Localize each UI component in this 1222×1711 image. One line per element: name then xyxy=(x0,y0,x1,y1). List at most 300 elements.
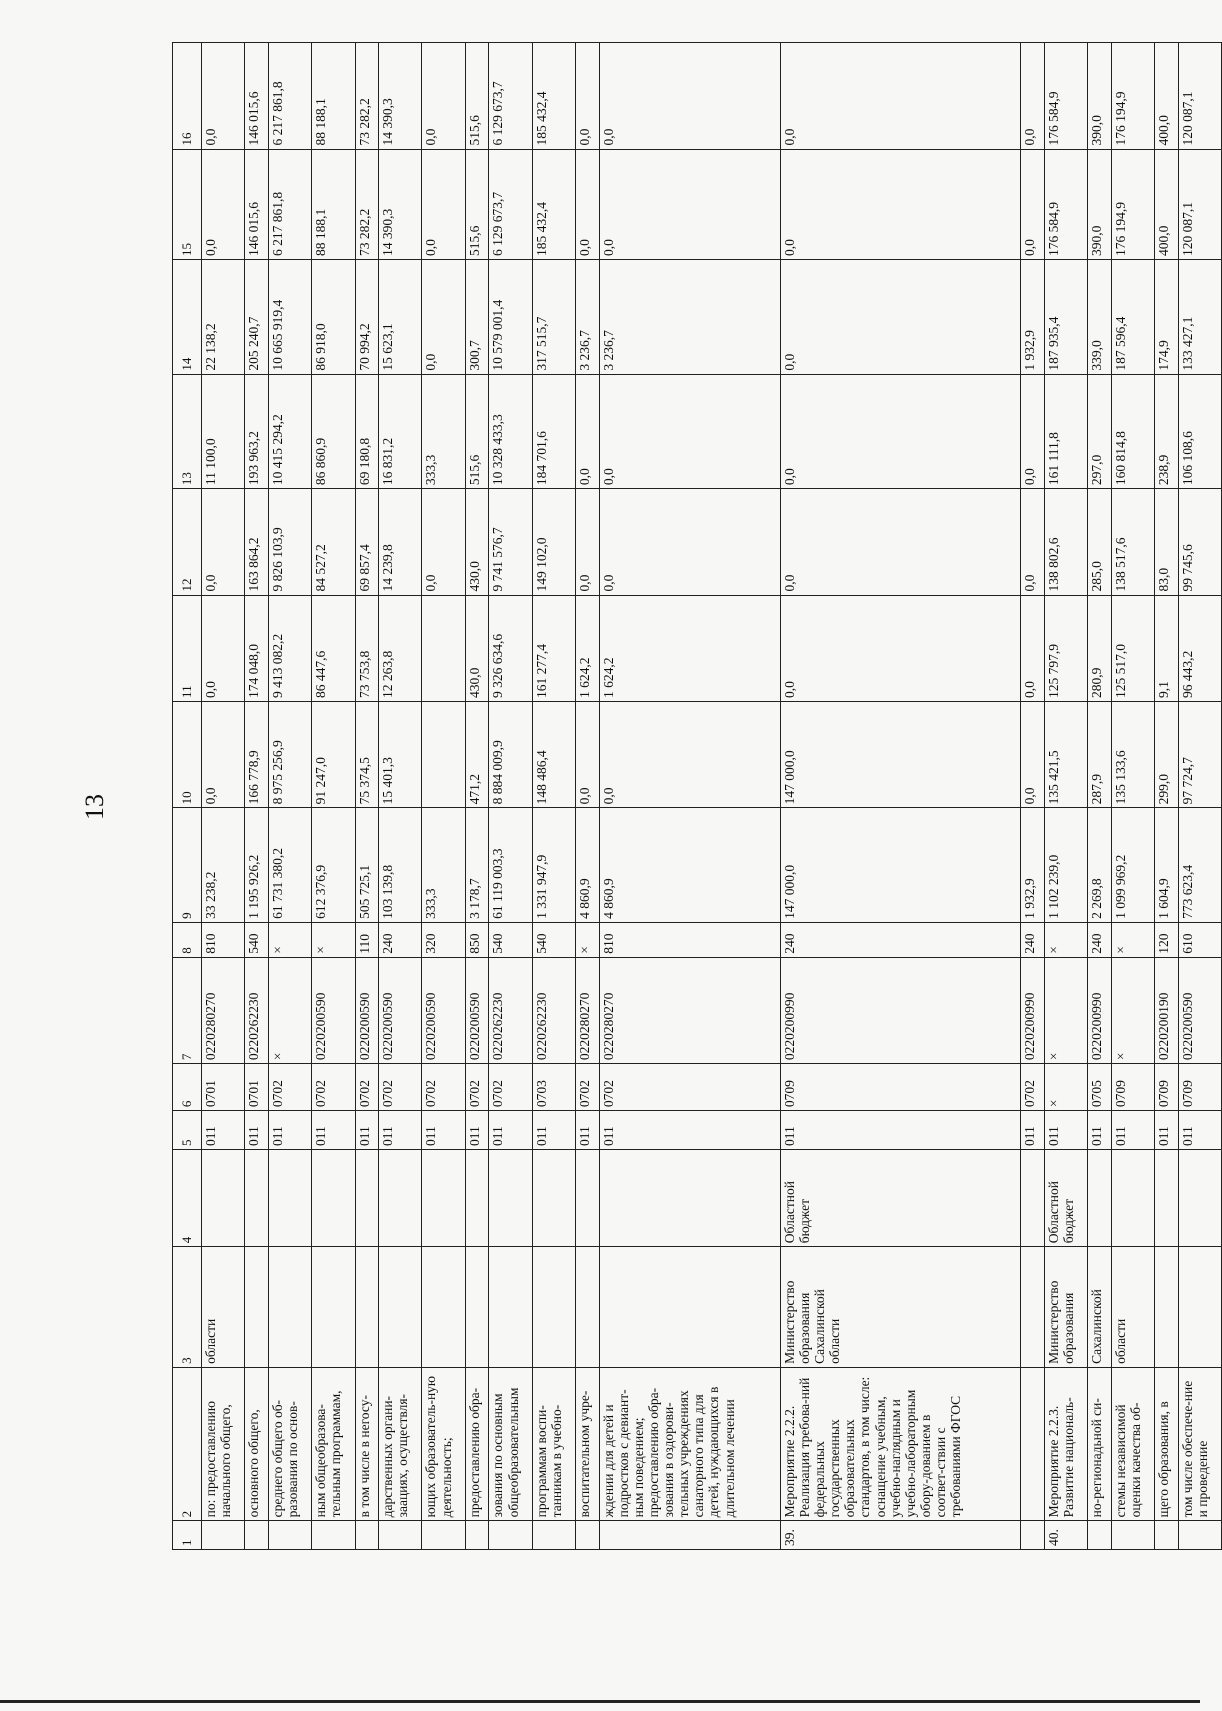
cell-col-6: 0702 xyxy=(576,1064,600,1111)
cell-col-7: 0220262230 xyxy=(245,957,269,1063)
cell-col-2: программам воспи-танникам в учебно- xyxy=(532,1367,575,1520)
cell-col-10: 91 247,0 xyxy=(312,701,355,807)
cell-col-15: 0,0 xyxy=(780,149,1020,259)
cell-col-13: 0,0 xyxy=(576,374,600,489)
table-row xyxy=(489,43,532,1550)
cell-col-16: 14 390,3 xyxy=(379,43,422,150)
cell-col-9: 103 139,8 xyxy=(379,808,422,923)
cell-col-16: 0,0 xyxy=(576,43,600,150)
cell-col-16: 176 584,9 xyxy=(1044,43,1087,150)
cell-col-13: 161 111,8 xyxy=(1044,374,1087,489)
cell-col-12: 69 857,4 xyxy=(355,489,379,595)
cell-col-5: 011 xyxy=(1111,1111,1154,1150)
cell-col-9: 61 731 380,2 xyxy=(268,808,311,923)
cell-col-1 xyxy=(268,1521,311,1550)
cell-col-16: 73 282,2 xyxy=(355,43,379,150)
column-header-3: 3 xyxy=(173,1247,202,1368)
column-header-8: 8 xyxy=(173,922,202,957)
cell-col-15: 400,0 xyxy=(1155,149,1179,259)
cell-col-6: 0702 xyxy=(1021,1064,1045,1111)
page-number: 13 xyxy=(80,794,109,820)
table-row xyxy=(1021,43,1045,1550)
cell-col-15: 0,0 xyxy=(202,149,245,259)
cell-col-2: ждении для детей и подростков с девиант-ным поведением; предоставлению обра-зования в оздорови-тельных учреждениях санаторного типа для детей, нуждающихся в длительном лечении xyxy=(599,1367,780,1520)
cell-col-14: 3 236,7 xyxy=(576,260,600,375)
cell-col-16: 515,6 xyxy=(465,43,489,150)
cell-col-15: 0,0 xyxy=(422,149,465,259)
cell-col-7: 0220200590 xyxy=(1178,957,1221,1063)
cell-col-3: области xyxy=(202,1247,245,1368)
cell-col-11: 1 624,2 xyxy=(599,595,780,701)
cell-col-15: 185 432,4 xyxy=(532,149,575,259)
cell-col-16: 0,0 xyxy=(1021,43,1045,150)
cell-col-8: 320 xyxy=(422,922,465,957)
cell-col-14: 187 596,4 xyxy=(1111,260,1154,375)
column-header-1: 1 xyxy=(173,1521,202,1550)
cell-col-10: 0,0 xyxy=(599,701,780,807)
cell-col-10: 15 401,3 xyxy=(379,701,422,807)
cell-col-12: 9 826 103,9 xyxy=(268,489,311,595)
cell-col-10: 471,2 xyxy=(465,701,489,807)
cell-col-5: 011 xyxy=(312,1111,355,1150)
cell-col-3 xyxy=(599,1247,780,1368)
cell-col-2: щего образования, в xyxy=(1155,1367,1179,1520)
cell-col-12: 430,0 xyxy=(465,489,489,595)
cell-col-12: 14 239,8 xyxy=(379,489,422,595)
cell-col-5: 011 xyxy=(245,1111,269,1150)
cell-col-6: 0701 xyxy=(202,1064,245,1111)
cell-col-10: 0,0 xyxy=(202,701,245,807)
cell-col-3 xyxy=(489,1247,532,1368)
cell-col-12: 0,0 xyxy=(576,489,600,595)
cell-col-8: 540 xyxy=(532,922,575,957)
cell-col-13: 0,0 xyxy=(780,374,1020,489)
cell-col-6: 0702 xyxy=(355,1064,379,1111)
cell-col-6: 0709 xyxy=(780,1064,1020,1111)
cell-col-4 xyxy=(576,1150,600,1247)
column-header-15: 15 xyxy=(173,149,202,259)
cell-col-5: 011 xyxy=(489,1111,532,1150)
cell-col-15: 88 188,1 xyxy=(312,149,355,259)
cell-col-2: Мероприятие 2.2.2. Реализация требова-ний федеральных государственных образовательных стандартов, в том числе: оснащение учебным, учебно-наглядным и учебно-лабораторным обору-дованием в соответ-ствии с требованиями ФГОС xyxy=(780,1367,1020,1520)
cell-col-6: 0702 xyxy=(268,1064,311,1111)
cell-col-4 xyxy=(422,1150,465,1247)
cell-col-9: 61 119 003,3 xyxy=(489,808,532,923)
cell-col-9: 4 860,9 xyxy=(599,808,780,923)
cell-col-10: 0,0 xyxy=(576,701,600,807)
cell-col-3: Сахалинской xyxy=(1088,1247,1112,1368)
cell-col-14: 3 236,7 xyxy=(599,260,780,375)
cell-col-7: 0220200590 xyxy=(312,957,355,1063)
cell-col-10: 166 778,9 xyxy=(245,701,269,807)
cell-col-12: 138 802,6 xyxy=(1044,489,1087,595)
cell-col-8: 120 xyxy=(1155,922,1179,957)
cell-col-11: 1 624,2 xyxy=(576,595,600,701)
cell-col-12: 285,0 xyxy=(1088,489,1112,595)
cell-col-6: 0702 xyxy=(489,1064,532,1111)
cell-col-5: 011 xyxy=(355,1111,379,1150)
cell-col-5: 011 xyxy=(422,1111,465,1150)
cell-col-12: 163 864,2 xyxy=(245,489,269,595)
cell-col-8: × xyxy=(312,922,355,957)
cell-col-1 xyxy=(532,1521,575,1550)
cell-col-7: 0220280270 xyxy=(576,957,600,1063)
cell-col-10: 135 421,5 xyxy=(1044,701,1087,807)
cell-col-11: 12 263,8 xyxy=(379,595,422,701)
cell-col-5: 011 xyxy=(576,1111,600,1150)
cell-col-11: 9,1 xyxy=(1155,595,1179,701)
cell-col-16: 6 129 673,7 xyxy=(489,43,532,150)
column-header-5: 5 xyxy=(173,1111,202,1150)
table-row xyxy=(599,43,780,1550)
cell-col-8: × xyxy=(1111,922,1154,957)
cell-col-12: 0,0 xyxy=(422,489,465,595)
cell-col-7: × xyxy=(268,957,311,1063)
cell-col-14: 0,0 xyxy=(780,260,1020,375)
table-row xyxy=(379,43,422,1550)
cell-col-16: 88 188,1 xyxy=(312,43,355,150)
cell-col-5: 011 xyxy=(1178,1111,1221,1150)
cell-col-1 xyxy=(599,1521,780,1550)
table-row xyxy=(422,43,465,1550)
cell-col-4 xyxy=(1155,1150,1179,1247)
cell-col-9: 147 000,0 xyxy=(780,808,1020,923)
cell-col-7: × xyxy=(1044,957,1087,1063)
cell-col-4 xyxy=(1021,1150,1045,1247)
cell-col-4 xyxy=(1088,1150,1112,1247)
cell-col-1 xyxy=(202,1521,245,1550)
table-row xyxy=(1178,43,1221,1550)
cell-col-12: 138 517,6 xyxy=(1111,489,1154,595)
cell-col-14: 339,0 xyxy=(1088,260,1112,375)
cell-col-8: 110 xyxy=(355,922,379,957)
cell-col-6: 0702 xyxy=(465,1064,489,1111)
cell-col-5: 011 xyxy=(532,1111,575,1150)
header-row xyxy=(173,43,202,1550)
cell-col-14: 133 427,1 xyxy=(1178,260,1221,375)
cell-col-9: 2 269,8 xyxy=(1088,808,1112,923)
cell-col-1 xyxy=(465,1521,489,1550)
cell-col-4 xyxy=(268,1150,311,1247)
cell-col-8: 810 xyxy=(202,922,245,957)
bottom-rule xyxy=(0,1700,1200,1703)
cell-col-2: но-регионадьной си- xyxy=(1088,1367,1112,1520)
cell-col-15: 6 129 673,7 xyxy=(489,149,532,259)
cell-col-2: в том числе в негосу- xyxy=(355,1367,379,1520)
cell-col-14: 300,7 xyxy=(465,260,489,375)
cell-col-6: 0701 xyxy=(245,1064,269,1111)
cell-col-15: 14 390,3 xyxy=(379,149,422,259)
cell-col-14: 22 138,2 xyxy=(202,260,245,375)
table-row xyxy=(780,43,1020,1550)
cell-col-6: 0702 xyxy=(422,1064,465,1111)
cell-col-11: 86 447,6 xyxy=(312,595,355,701)
cell-col-1 xyxy=(489,1521,532,1550)
cell-col-7: 0220280270 xyxy=(202,957,245,1063)
cell-col-11: 0,0 xyxy=(1021,595,1045,701)
cell-col-12: 9 741 576,7 xyxy=(489,489,532,595)
cell-col-11: 174 048,0 xyxy=(245,595,269,701)
cell-col-15: 176 194,9 xyxy=(1111,149,1154,259)
cell-col-10: 148 486,4 xyxy=(532,701,575,807)
cell-col-3 xyxy=(576,1247,600,1368)
cell-col-7: 0220200990 xyxy=(1088,957,1112,1063)
cell-col-2: том числе обеспече-ние и проведение xyxy=(1178,1367,1221,1520)
cell-col-11: 73 753,8 xyxy=(355,595,379,701)
cell-col-15: 0,0 xyxy=(1021,149,1045,259)
cell-col-6: × xyxy=(1044,1064,1087,1111)
cell-col-3 xyxy=(355,1247,379,1368)
cell-col-5: 011 xyxy=(599,1111,780,1150)
cell-col-15: 0,0 xyxy=(599,149,780,259)
cell-col-5: 011 xyxy=(465,1111,489,1150)
cell-col-11: 9 413 082,2 xyxy=(268,595,311,701)
cell-col-12: 0,0 xyxy=(599,489,780,595)
cell-col-3: Министерство образования xyxy=(1044,1247,1087,1368)
cell-col-10: 299,0 xyxy=(1155,701,1179,807)
table-row xyxy=(1044,43,1087,1550)
cell-col-8: × xyxy=(268,922,311,957)
cell-col-7: 0220200590 xyxy=(465,957,489,1063)
cell-col-4: Областной бюджет xyxy=(780,1150,1020,1247)
cell-col-14: 187 935,4 xyxy=(1044,260,1087,375)
cell-col-13: 160 814,8 xyxy=(1111,374,1154,489)
cell-col-1 xyxy=(422,1521,465,1550)
cell-col-9: 1 195 926,2 xyxy=(245,808,269,923)
cell-col-7: 0220262230 xyxy=(532,957,575,1063)
cell-col-14: 1 932,9 xyxy=(1021,260,1045,375)
cell-col-11: 125 797,9 xyxy=(1044,595,1087,701)
cell-col-10: 97 724,7 xyxy=(1178,701,1221,807)
cell-col-11: 0,0 xyxy=(780,595,1020,701)
cell-col-1 xyxy=(1178,1521,1221,1550)
column-header-16: 16 xyxy=(173,43,202,150)
cell-col-13: 10 328 433,3 xyxy=(489,374,532,489)
cell-col-2: среднего общего об-разования по основ- xyxy=(268,1367,311,1520)
cell-col-14: 70 994,2 xyxy=(355,260,379,375)
cell-col-14: 0,0 xyxy=(422,260,465,375)
cell-col-2: основного общего, xyxy=(245,1367,269,1520)
cell-col-15: 73 282,2 xyxy=(355,149,379,259)
cell-col-13: 16 831,2 xyxy=(379,374,422,489)
cell-col-4 xyxy=(379,1150,422,1247)
cell-col-2: ющих образователь-ную деятельность; xyxy=(422,1367,465,1520)
cell-col-1 xyxy=(312,1521,355,1550)
cell-col-4 xyxy=(532,1150,575,1247)
cell-col-9: 505 725,1 xyxy=(355,808,379,923)
cell-col-12: 149 102,0 xyxy=(532,489,575,595)
cell-col-14: 205 240,7 xyxy=(245,260,269,375)
cell-col-8: 240 xyxy=(1021,922,1045,957)
cell-col-1: 40. xyxy=(1044,1521,1087,1550)
cell-col-10 xyxy=(422,701,465,807)
cell-col-13: 69 180,8 xyxy=(355,374,379,489)
column-header-10: 10 xyxy=(173,701,202,807)
cell-col-12: 0,0 xyxy=(202,489,245,595)
table-body xyxy=(202,43,1222,1550)
cell-col-14: 10 665 919,4 xyxy=(268,260,311,375)
cell-col-3 xyxy=(1021,1247,1045,1368)
cell-col-1 xyxy=(1021,1521,1045,1550)
column-header-12: 12 xyxy=(173,489,202,595)
cell-col-4 xyxy=(599,1150,780,1247)
cell-col-2: дарственных органи-заациях, осуществля- xyxy=(379,1367,422,1520)
cell-col-13: 333,3 xyxy=(422,374,465,489)
cell-col-13: 297,0 xyxy=(1088,374,1112,489)
cell-col-16: 120 087,1 xyxy=(1178,43,1221,150)
cell-col-1 xyxy=(576,1521,600,1550)
cell-col-13: 238,9 xyxy=(1155,374,1179,489)
cell-col-6: 0709 xyxy=(1155,1064,1179,1111)
cell-col-15: 176 584,9 xyxy=(1044,149,1087,259)
cell-col-11: 161 277,4 xyxy=(532,595,575,701)
cell-col-3 xyxy=(1178,1247,1221,1368)
cell-col-11: 280,9 xyxy=(1088,595,1112,701)
cell-col-4 xyxy=(1111,1150,1154,1247)
table-row xyxy=(268,43,311,1550)
cell-col-3 xyxy=(1155,1247,1179,1368)
cell-col-4 xyxy=(489,1150,532,1247)
cell-col-9: 773 623,4 xyxy=(1178,808,1221,923)
cell-col-16: 185 432,4 xyxy=(532,43,575,150)
column-header-7: 7 xyxy=(173,957,202,1063)
cell-col-8: 810 xyxy=(599,922,780,957)
cell-col-8: 540 xyxy=(245,922,269,957)
cell-col-8: 610 xyxy=(1178,922,1221,957)
column-header-9: 9 xyxy=(173,808,202,923)
column-header-4: 4 xyxy=(173,1150,202,1247)
cell-col-6: 0702 xyxy=(312,1064,355,1111)
cell-col-11 xyxy=(422,595,465,701)
cell-col-10: 135 133,6 xyxy=(1111,701,1154,807)
cell-col-2: предоставлению обра- xyxy=(465,1367,489,1520)
cell-col-14: 174,9 xyxy=(1155,260,1179,375)
cell-col-3 xyxy=(532,1247,575,1368)
cell-col-5: 011 xyxy=(1155,1111,1179,1150)
cell-col-1 xyxy=(1111,1521,1154,1550)
cell-col-4: Областной бюджет xyxy=(1044,1150,1087,1247)
cell-col-16: 0,0 xyxy=(422,43,465,150)
cell-col-6: 0702 xyxy=(599,1064,780,1111)
cell-col-4 xyxy=(1178,1150,1221,1247)
cell-col-10: 0,0 xyxy=(1021,701,1045,807)
cell-col-11: 9 326 634,6 xyxy=(489,595,532,701)
cell-col-6: 0703 xyxy=(532,1064,575,1111)
table-row xyxy=(1155,43,1179,1550)
cell-col-5: 011 xyxy=(379,1111,422,1150)
cell-col-10: 287,9 xyxy=(1088,701,1112,807)
cell-col-3 xyxy=(312,1247,355,1368)
cell-col-13: 193 963,2 xyxy=(245,374,269,489)
cell-col-1 xyxy=(355,1521,379,1550)
cell-col-9: 1 102 239,0 xyxy=(1044,808,1087,923)
cell-col-13: 10 415 294,2 xyxy=(268,374,311,489)
cell-col-12: 0,0 xyxy=(780,489,1020,595)
cell-col-4 xyxy=(245,1150,269,1247)
cell-col-11: 96 443,2 xyxy=(1178,595,1221,701)
cell-col-7: 0220200590 xyxy=(422,957,465,1063)
table-row xyxy=(355,43,379,1550)
cell-col-16: 400,0 xyxy=(1155,43,1179,150)
budget-table-container xyxy=(172,42,1222,1550)
cell-col-9: 33 238,2 xyxy=(202,808,245,923)
cell-col-5: 011 xyxy=(1021,1111,1045,1150)
column-header-6: 6 xyxy=(173,1064,202,1111)
table-row xyxy=(465,43,489,1550)
cell-col-3: области xyxy=(1111,1247,1154,1368)
table-row xyxy=(245,43,269,1550)
cell-col-6: 0709 xyxy=(1178,1064,1221,1111)
cell-col-4 xyxy=(355,1150,379,1247)
cell-col-5: 011 xyxy=(780,1111,1020,1150)
cell-col-7: 0220200990 xyxy=(780,957,1020,1063)
cell-col-8: 850 xyxy=(465,922,489,957)
cell-col-10: 8 884 009,9 xyxy=(489,701,532,807)
cell-col-8: 540 xyxy=(489,922,532,957)
cell-col-9: 1 932,9 xyxy=(1021,808,1045,923)
cell-col-2: Мероприятие 2.2.3. Развитие националь- xyxy=(1044,1367,1087,1520)
cell-col-3 xyxy=(245,1247,269,1368)
cell-col-4 xyxy=(465,1150,489,1247)
column-header-2: 2 xyxy=(173,1367,202,1520)
cell-col-9: 333,3 xyxy=(422,808,465,923)
cell-col-13: 0,0 xyxy=(1021,374,1045,489)
cell-col-8: × xyxy=(1044,922,1087,957)
cell-col-13: 0,0 xyxy=(599,374,780,489)
cell-col-15: 0,0 xyxy=(576,149,600,259)
cell-col-14: 15 623,1 xyxy=(379,260,422,375)
cell-col-15: 390,0 xyxy=(1088,149,1112,259)
cell-col-13: 515,6 xyxy=(465,374,489,489)
cell-col-9: 1 604,9 xyxy=(1155,808,1179,923)
cell-col-8: × xyxy=(576,922,600,957)
cell-col-12: 83,0 xyxy=(1155,489,1179,595)
cell-col-2: стемы независимой оценки качества об- xyxy=(1111,1367,1154,1520)
cell-col-12: 84 527,2 xyxy=(312,489,355,595)
cell-col-8: 240 xyxy=(1088,922,1112,957)
cell-col-1 xyxy=(1155,1521,1179,1550)
cell-col-7: 0220262230 xyxy=(489,957,532,1063)
column-header-14: 14 xyxy=(173,260,202,375)
table-row xyxy=(312,43,355,1550)
cell-col-4 xyxy=(312,1150,355,1247)
cell-col-9: 1 099 969,2 xyxy=(1111,808,1154,923)
cell-col-5: 011 xyxy=(268,1111,311,1150)
cell-col-1 xyxy=(379,1521,422,1550)
cell-col-1 xyxy=(245,1521,269,1550)
cell-col-14: 10 579 001,4 xyxy=(489,260,532,375)
column-header-13: 13 xyxy=(173,374,202,489)
cell-col-6: 0709 xyxy=(1111,1064,1154,1111)
cell-col-16: 176 194,9 xyxy=(1111,43,1154,150)
cell-col-16: 390,0 xyxy=(1088,43,1112,150)
cell-col-7: 0220280270 xyxy=(599,957,780,1063)
table-row xyxy=(576,43,600,1550)
cell-col-2 xyxy=(1021,1367,1045,1520)
cell-col-11: 0,0 xyxy=(202,595,245,701)
cell-col-14: 86 918,0 xyxy=(312,260,355,375)
column-header-11: 11 xyxy=(173,595,202,701)
cell-col-5: 011 xyxy=(202,1111,245,1150)
cell-col-15: 6 217 861,8 xyxy=(268,149,311,259)
cell-col-7: 0220200590 xyxy=(355,957,379,1063)
cell-col-10: 147 000,0 xyxy=(780,701,1020,807)
cell-col-16: 6 217 861,8 xyxy=(268,43,311,150)
cell-col-7: 0220200190 xyxy=(1155,957,1179,1063)
cell-col-4 xyxy=(202,1150,245,1247)
cell-col-15: 146 015,6 xyxy=(245,149,269,259)
cell-col-11: 125 517,0 xyxy=(1111,595,1154,701)
